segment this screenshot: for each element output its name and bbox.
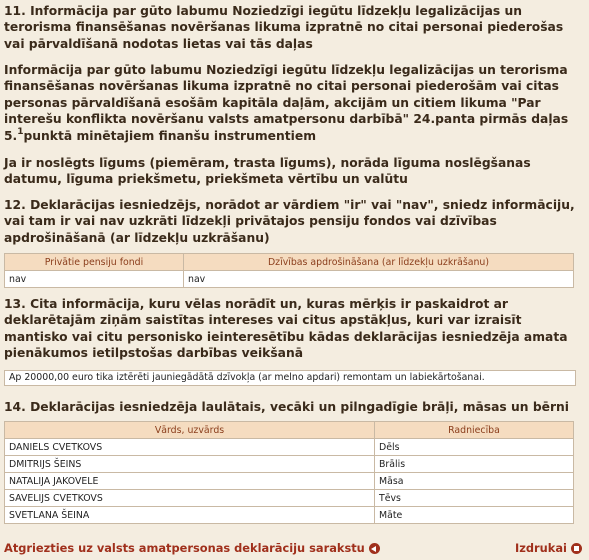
column-header-relation: Radniecība <box>375 422 574 439</box>
section-12-title: 12. Deklarācijas iesniedzējs, norādot ar vārdiem "ir" vai "nav", sniedz informāciju, vai tam ir vai nav uzkrāti līdzekļi privātajos pensiju fondos vai dzīvības apdrošināšanā (ar līdzekļu uzkrāšanu) <box>4 198 575 245</box>
table-header-row <box>5 254 574 271</box>
relative-relation: Māsa <box>375 473 574 490</box>
section-11-paragraph-2: Ja ir noslēgts līgums (piemēram, trasta līgums), norāda līguma noslēgšanas datumu, līguma priekšmetu, priekšmeta vērtību un valūtu <box>4 156 531 187</box>
section-11-paragraph-1 <box>4 62 576 144</box>
table-row <box>5 271 574 288</box>
print-label: Izdrukai <box>515 541 567 555</box>
table-row <box>5 456 574 473</box>
relative-name: SAVELIJS CVETKOVS <box>5 490 375 507</box>
print-link[interactable] <box>515 540 582 556</box>
column-header-pension-funds: Privātie pensiju fondi <box>5 254 184 271</box>
relative-name: DANIELS CVETKOVS <box>5 439 375 456</box>
back-to-list-link[interactable] <box>4 540 380 556</box>
print-stop-circle-icon <box>571 543 582 554</box>
column-header-life-insurance: Dzīvības apdrošināšana (ar līdzekļu uzkrāšanu) <box>184 254 574 271</box>
relative-relation: Māte <box>375 507 574 524</box>
back-arrow-circle-icon <box>369 543 380 554</box>
relative-name: NATALIJA JAKOVELE <box>5 473 375 490</box>
column-header-name: Vārds, uzvārds <box>5 422 375 439</box>
table-row <box>5 490 574 507</box>
para1-superscript: 1 <box>17 126 24 137</box>
table-row <box>5 473 574 490</box>
relative-relation: Brālis <box>375 456 574 473</box>
para1-text: Informācija par gūto labumu Noziedzīgi iegūtu līdzekļu legalizācijas un terorisma finansēšanas novēršanas likuma izpratnē no citai personai piederošām vai citas personas pārvaldīšanā esošām kapitāla daļām, akcijām un citiem likuma "Par interešu konflikta novēršanu valsts amatpersonu darbībā" 24.panta pirmās daļas 5. <box>4 63 569 143</box>
other-information-text: Ap 20000,00 euro tika iztērēti jauniegādātā dzīvokļa (ar melno apdari) remontam un labiekārtošanai. <box>4 370 576 386</box>
life-insurance-value: nav <box>184 271 574 288</box>
table-header-row <box>5 422 574 439</box>
section-13-title: 13. Cita informācija, kuru vēlas norādīt un, kuras mērķis ir paskaidrot ar deklarētajām ziņām saistītas intereses vai citus apstākļus, kuri var izraisīt mantisko vai citu personisko ieinteresētību kādas deklarācijas iesniedzēja amata pienākumos ietilpstošas darbības veikšanā <box>4 297 568 361</box>
pension-funds-value: nav <box>5 271 184 288</box>
relative-name: SVETLANA ŠEINA <box>5 507 375 524</box>
back-to-list-label: Atgriezties uz valsts amatpersonas deklarāciju sarakstu <box>4 541 365 555</box>
relative-name: DMITRIJS ŠEINS <box>5 456 375 473</box>
relative-relation: Tēvs <box>375 490 574 507</box>
pension-insurance-table <box>4 253 574 288</box>
para1-text-end: punktā minētajiem finanšu instrumentiem <box>23 128 317 143</box>
section-14-title: 14. Deklarācijas iesniedzēja laulātais, vecāki un pilngadīgie brāļi, māsas un bērni <box>4 400 569 414</box>
table-row <box>5 507 574 524</box>
relatives-table <box>4 421 574 524</box>
table-row <box>5 439 574 456</box>
section-11-title: 11. Informācija par gūto labumu Noziedzīgi iegūtu līdzekļu legalizācijas un terorisma finansēšanas novēršanas likuma izpratnē no citai personai piederošas vai pārvaldīšanā nodotas lietas vai tās daļas <box>4 4 564 51</box>
relative-relation: Dēls <box>375 439 574 456</box>
